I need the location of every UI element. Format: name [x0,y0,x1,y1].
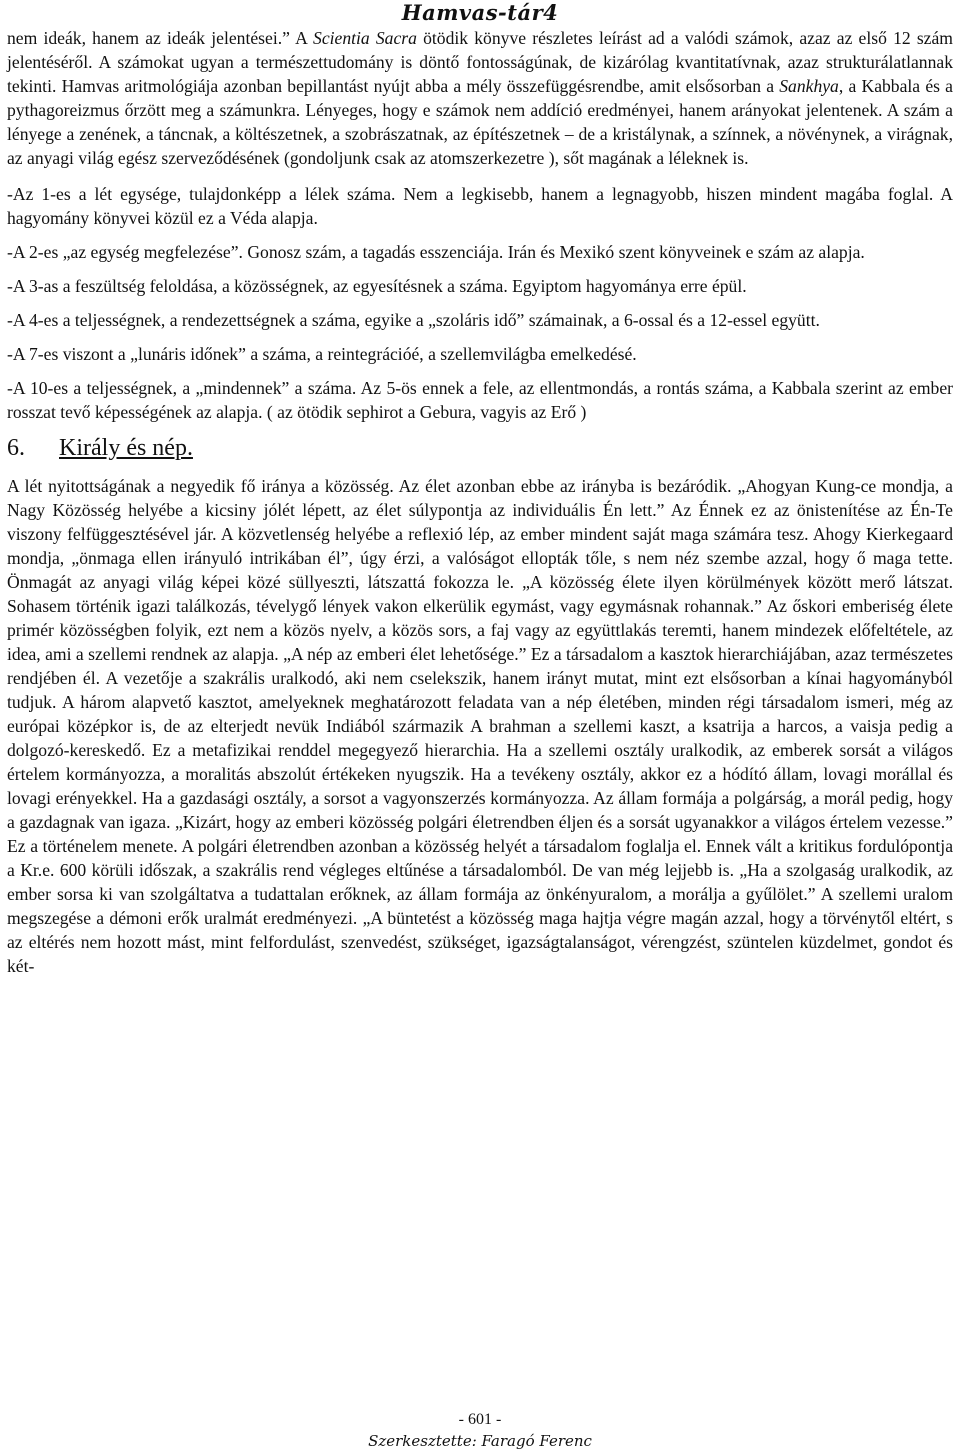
page-content [7,26,953,988]
running-header: Hamvas-tár4 [401,0,559,25]
paragraph-text: -A 7-es viszont a „lunáris időnek” a száma, a reintegrációé, a szellemvilágba emelkedésé. [7,344,637,364]
paragraph [7,26,953,170]
paragraph-text: -A 10-es a teljességnek, a „mindennek” a száma. Az 5-ös ennek a fele, az ellentmondás, a rontás száma, a Kabbala szerint az ember rosszat tevő képességének az alapja. ( az ötödik sephirot a Gebura, vagyis az Erő ) [7,378,953,422]
paragraph [7,474,953,978]
section-heading [7,434,953,462]
italic-title: Scientia Sacra [313,28,417,48]
paragraph-text: -A 4-es a teljességnek, a rendezettségnek a száma, egyike a „szoláris idő” számainak, a 6-ossal és a 12-essel együtt. [7,310,820,330]
section-paragraphs [7,474,953,978]
paragraph [7,240,953,264]
paragraph-text: -A 3-as a feszültség feloldása, a közösségnek, az egyesítésnek a száma. Egyiptom hagyománya erre épül. [7,276,747,296]
paragraph [7,342,953,366]
paragraph-text: A lét nyitottságának a negyedik fő iránya a közösség. Az élet azonban ebbe az irányba is bezáródik. „Ahogyan Kung-ce mondja, a Nagy Közösség helyébe a kicsiny jólét lépett, az élet súlypontja az individuális Én lett.” Az Énnek ez az önistenítése az Én-Te viszony felfüggesztésével jár. A közvetlenség helyébe a reflexió lép, az ember mindent saját maga számára tesz. Ahogy Kierkegaard mondja, „önmaga ellen irányuló intrikában él”, úgy érzi, a valóságot ellopták tőle, s nem néz szembe azzal, hogy ő maga tette. Önmagát az anyagi világ képei közé süllyeszti, látszattá fokozza le. „A közösség élete ilyen körülmények között merő látszat. Sohasem történik igazi találkozás, tévelygő lények vakon elkerülik egymást, vagy egymásnak rohannak.” Az őskori emberiség élete primér közösségben folyik, ezt nem a közös nyelv, a közös sors, a faj vagy az együttlakás teremti, hanem mindezek előfeltétele, az idea, ami a szellemi rendnek az alapja. „A nép az emberi élet lehetősége.” Ez a társadalom a kasztok hierarchiájában, azaz természetes rendjében él. A vezetője a szakrális uralkodó, aki nem cselekszik, hanem irányt mutat, mint ezt elsősorban a kínai hagyományból tudjuk. A három alapvető kasztot, amelyeknek meghatározott feladata van a nép életében, minden régi társadalom ismeri, még az európai középkor is, de az elterjedt nevük Indiából származik A brahman a szellemi kaszt, a ksatrija a harcos, a vaisja pedig a dolgozó-kereskedő. Ez a metafizikai renddel megegyező hierarchia. Ha a szellemi osztály uralkodik, az emberek sorsát a világos értelem kormányozza, a moralitás abszolút értékeken nyugszik. Ha a tevékeny osztály, akkor ez a hódító állam, lovagi morállal és lovagi erényekkel. Ha a gazdasági osztály, a sorsot a vagyonszerzés kormányozza. Az állam formája a polgárság, a morál pedig, hogy a gazdagnak van igaza. „Kizárt, hogy az emberi közösség polgári életrendben éljen és a sorsát ugyanakkor a világos értelem vezesse.” Ez a történelem menete. A polgári életrendben azonban a közösség helyét a társadalom foglalja el. Ennek vált a kritikus fordulópontja a Kr.e. 600 körüli időszak, a szakrális rend végleges eltűnése a társadalomból. De van még lejjebb is. „Ha a szolgaság uralkodik, az ember sorsa ki van szolgáltatva a tudattalan erőknek, az állam formája az önkényuralom, a morálja a gyűlölet.” A szellemi uralom megszegése a démoni erők uralmát eredményezi. „A büntetést a közösség maga hajtja végre magán azzal, hogy a törvénytől eltért, s az eltérés nem hozott mást, mint felfordulást, szenvedést, szükséget, igazságtalanságot, vérengzést, szüntelen küzdelmet, gondot és két- [7,476,953,976]
paragraph [7,376,953,424]
paragraph [7,308,953,332]
paragraph-text: , a Kabbala és a pythagoreizmus őrzött meg a számunkra. Lényeges, hogy e számok nem addíció eredményei, hanem arányokat jelentenek. A szám a lényege a zenének, a táncnak, a költészetnek, a szobrászatnak, az építészetnek – de a kristálynak, a színnek, a növénynek, a virágnak, az anyagi világ egész szerveződésének (gondoljunk csak az atomszerkezetre ), sőt magának a léleknek is. [7,76,953,168]
paragraph [7,274,953,298]
paragraph [7,182,953,230]
italic-title: Sankhya [779,76,839,96]
body-paragraphs [7,26,953,424]
section-title: Király és nép. [59,435,193,461]
paragraph-text: -A 2-es „az egység megfelezése”. Gonosz szám, a tagadás esszenciája. Irán és Mexikó szent könyveinek e szám az alapja. [7,242,865,262]
section-number: 6. [7,435,25,461]
page-number: - 601 - [458,1411,502,1428]
footer-editor: Szerkesztette: Faragó Ferenc [368,1432,592,1450]
paragraph-text: ötödik könyve részletes leírást ad a valódi számok, azaz az első 12 szám jelentéséről. A számokat ugyan a természettudomány is döntő fontosságúnak, de kizárólag kvantitatívnak, azaz strukturálatlannak tekinti. Hamvas aritmológiája azonban bepillantást nyújt abba a mély összefüggésrendbe, amit elsősorban a [7,28,953,96]
paragraph-text: nem ideák, hanem az ideák jelentései.” A [7,28,314,48]
paragraph-text: -Az 1-es a lét egysége, tulajdonképp a lélek száma. Nem a legkisebb, hanem a legnagyobb, hiszen mindent magába foglal. A hagyomány könyvei közül ez a Véda alapja. [7,184,953,228]
